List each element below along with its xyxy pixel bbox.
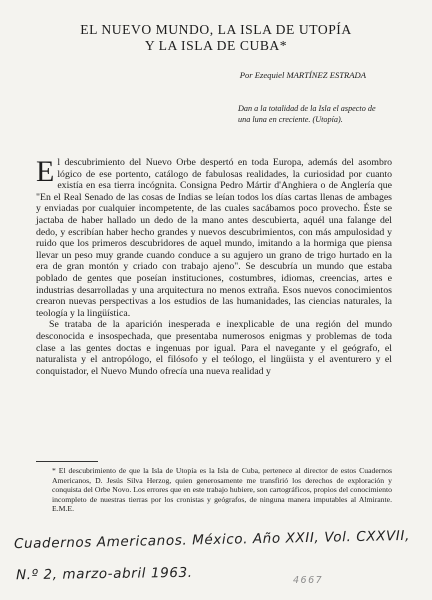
epigraph: Dan a la totalidad de la Isla el aspecto de una luna en creciente. (Utopía). bbox=[238, 104, 376, 124]
article-body bbox=[36, 157, 392, 377]
footnote: * El descubrimiento de que la Isla de Utopía es la Isla de Cuba, pertenece al director de estos Cuadernos Americanos, D. Jesús Silva Herzog, quien generosamente me transfirió los derechos de exploración y conquista del Orbe Novo. Los errores que en este trabajo hubiere, son cartográficos, propios del conocimiento incompleto de nuestras tierras por los cronistas y geógrafos, de ninguna manera imputables al Almirante. E.M.E. bbox=[52, 466, 392, 514]
footnote-rule bbox=[36, 461, 98, 462]
paragraph-1 bbox=[36, 157, 392, 319]
archive-number: 4667 bbox=[293, 575, 324, 586]
drop-cap: E bbox=[36, 155, 55, 188]
handwritten-citation-line-1: Cuadernos Americanos. México. Año XXII, Vol. CXXVII, bbox=[13, 527, 411, 553]
paragraph-1-text: l descubrimiento del Nuevo Orbe despertó en toda Europa, además del asombro lógico de ese portento, catálogo de fabulosas realidades, la curiosidad por cuanto existía en esa tierra incógnita. Consigna Pedro Mártir d'Anghiera o de Anglería que "En el Real Senado de las cosas de Indias se leían todos los días cartas llenas de ambages y enviadas por cualquier incompetente, de las cuales sacábamos poco provecho. Éste se jactaba de haber hallado un dedo de la mano antes descubierta, aquél una falange del dedo, y escribían haber hecho grandes y nuevos descubrimientos, con más ampulosidad y ruido que los primeros descubridores de aquel mundo, imitando a la hormiga que piensa llevar un peso muy grande cuando conduce a su agujero un grano de trigo hurtado en la era de gran montón y criado con trabajo ajeno". Se descubría un mundo que estaba poblado de gentes que poseían instituciones, costumbres, idiomas, creencias, artes e industrias desarrolladas y una arquitectura no menos extraña. Esos nuevos conocimientos crearon nuevas perspectivas a los estudios de las humanidades, las ciencias naturales, la teología y la lingüística. bbox=[36, 157, 392, 319]
title-line-2: Y LA ISLA DE CUBA* bbox=[144, 38, 288, 53]
author-byline: Por Ezequiel MARTÍNEZ ESTRADA bbox=[239, 70, 366, 80]
handwritten-citation-line-2: N.º 2, marzo-abril 1963. bbox=[15, 564, 193, 584]
paragraph-2: Se trataba de la aparición inesperada e inexplicable de una región del mundo desconocida e insospechada, que presentaba numerosos enigmas y problemas de toda clase a las gentes doctas e ingenuas por igual. Para el navegante y el geógrafo, el naturalista y el antropólogo, el filósofo y el teólogo, el lingüista y el aventurero y el conquistador, el Nuevo Mundo ofrecía una nueva realidad y bbox=[36, 319, 392, 377]
article-title bbox=[0, 22, 432, 54]
title-line-1: EL NUEVO MUNDO, LA ISLA DE UTOPÍA bbox=[80, 22, 352, 37]
